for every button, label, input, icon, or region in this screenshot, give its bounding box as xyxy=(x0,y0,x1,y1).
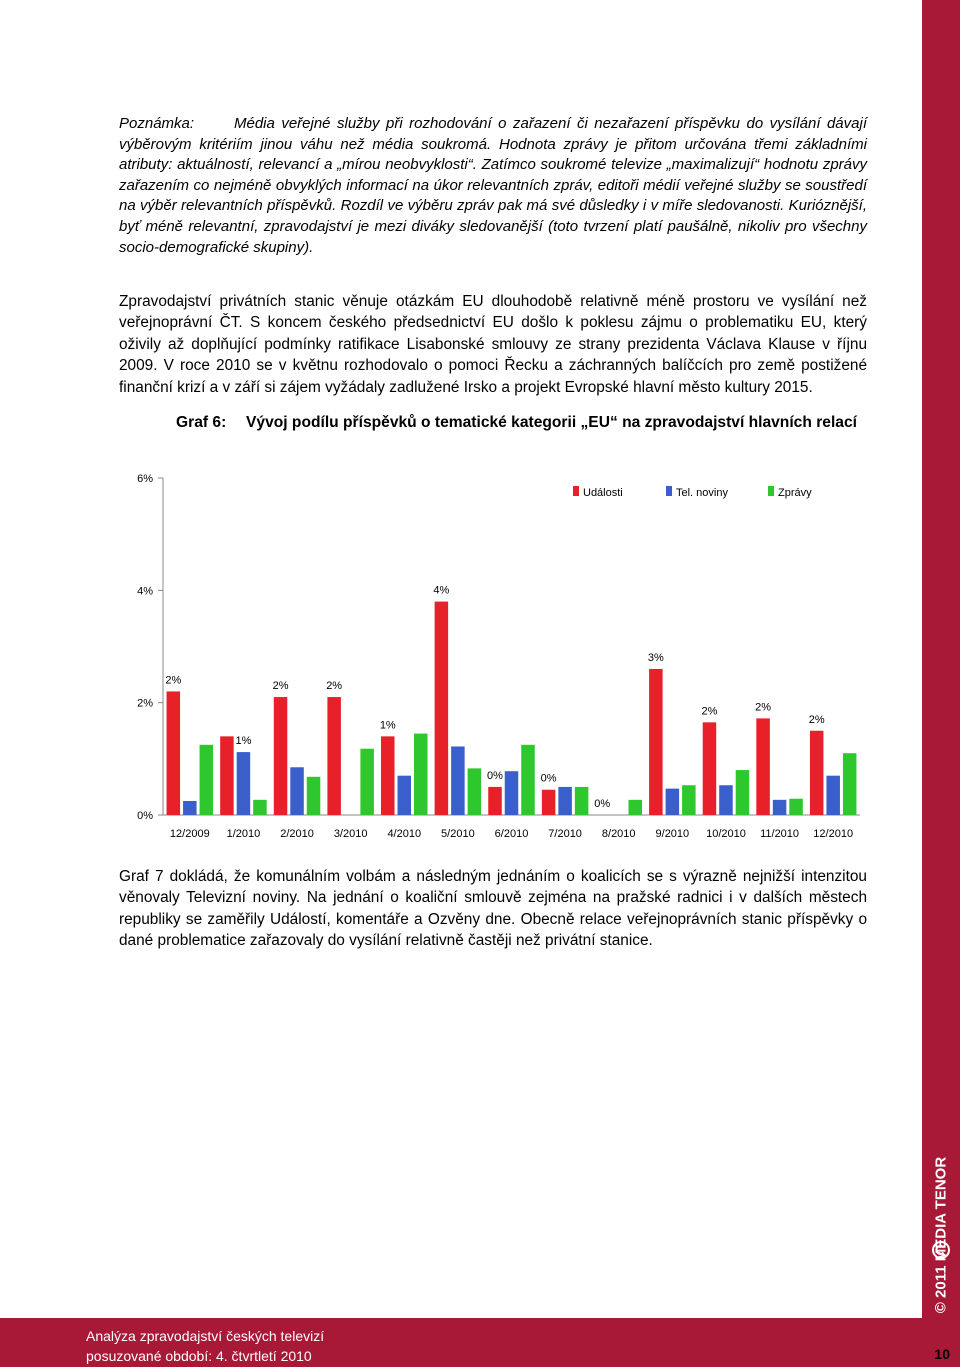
caption-title: Vývoj podílu příspěvků o tematické kategorii „EU“ na zpravodajství hlavních relací xyxy=(246,414,857,431)
caption-number: Graf 6: xyxy=(176,414,227,431)
note-label: Poznámka: xyxy=(119,115,195,132)
bar-ud-losti-2 xyxy=(274,697,288,815)
data-label: 3% xyxy=(647,651,664,664)
bar-zpr-vy-4 xyxy=(414,734,428,815)
y-tick-label: 6% xyxy=(137,473,153,485)
bar-tel-noviny-10 xyxy=(719,785,733,815)
x-tick-label: 12/2010 xyxy=(813,828,854,840)
legend-label: Události xyxy=(583,487,623,499)
x-tick-label: 6/2010 xyxy=(494,828,529,840)
bar-zpr-vy-1 xyxy=(253,800,267,815)
bar-tel-noviny-5 xyxy=(451,746,465,815)
note xyxy=(119,114,867,258)
bar-tel-noviny-6 xyxy=(505,771,519,815)
x-tick-label: 12/2009 xyxy=(169,828,210,840)
bar-tel-noviny-12 xyxy=(826,776,840,815)
bar-ud-losti-0 xyxy=(167,691,181,815)
bar-ud-losti-3 xyxy=(327,697,341,815)
data-label: 2% xyxy=(165,674,182,687)
data-label: 0% xyxy=(594,798,611,810)
data-label: 4% xyxy=(433,584,450,597)
x-tick-label: 2/2010 xyxy=(280,828,314,840)
data-label: 2% xyxy=(272,680,289,693)
bar-tel-noviny-4 xyxy=(398,776,412,815)
page-number: 10 xyxy=(934,1346,950,1362)
x-tick-label: 4/2010 xyxy=(387,828,422,840)
bar-tel-noviny-0 xyxy=(183,801,197,815)
bar-tel-noviny-11 xyxy=(773,800,787,815)
bar-zpr-vy-6 xyxy=(521,745,535,815)
bar-tel-noviny-7 xyxy=(558,787,572,815)
x-tick-label: 8/2010 xyxy=(601,828,636,840)
bar-ud-losti-12 xyxy=(810,731,824,815)
bar-chart xyxy=(0,460,900,850)
bar-zpr-vy-3 xyxy=(360,749,374,815)
legend-label: Tel. noviny xyxy=(676,487,728,499)
data-label: 0% xyxy=(487,769,503,782)
paragraph-graf7: Graf 7 dokládá, že komunálním volbám a následným jednáním o koalicích se s výrazně nejnižší intenzitou věnovaly Televizní noviny. Na jednání o koaliční smlouvě zejména na pražské radnici i v dalších městech republiky se zaměřily Událostí, komentáře a Ozvěny dne. Obecně relace veřejnoprávních stanic příspěvky o dané problematice zařazovaly do vysílání relativně častěji než privátní stanice. xyxy=(119,868,867,950)
bar-ud-losti-9 xyxy=(649,669,663,815)
bar-zpr-vy-11 xyxy=(789,799,803,815)
y-tick-label: 4% xyxy=(137,585,153,598)
y-tick-label: 0% xyxy=(137,810,153,822)
y-tick-label: 2% xyxy=(137,697,153,710)
bar-zpr-vy-9 xyxy=(682,785,696,815)
bar-ud-losti-1 xyxy=(220,736,234,815)
bar-ud-losti-6 xyxy=(488,787,502,815)
bar-ud-losti-7 xyxy=(542,790,556,815)
bar-zpr-vy-2 xyxy=(307,777,321,815)
bar-zpr-vy-5 xyxy=(468,768,482,815)
x-tick-label: 7/2010 xyxy=(548,828,582,840)
data-label: 2% xyxy=(701,705,718,718)
bar-zpr-vy-7 xyxy=(575,787,589,815)
paragraph-eu: Zpravodajství privátních stanic věnuje otázkám EU dlouhodobě relativně méně prostoru ve vysílání než veřejnoprávní ČT. S koncem českého předsednictví EU došlo k poklesu zájmu o problematiku EU, který oživily až doplňující podmínky ratifikace Lisabonské smlouvy ze strany prezidenta Václava Klause v říjnu 2009. V roce 2010 se v květnu rozhodovalo o pomoci Řecku a záchranných balíčcích pro země postižené finanční krizí a v září si zájem vyžádaly zadlužené Irsko a projekt Evropské hlavní město kultury 2015. xyxy=(119,293,867,396)
legend-swatch xyxy=(768,486,774,496)
data-label: 0% xyxy=(540,772,557,785)
bar-zpr-vy-10 xyxy=(736,770,750,815)
bar-ud-losti-4 xyxy=(381,736,395,815)
x-tick-label: 5/2010 xyxy=(441,828,475,840)
note-text: Média veřejné služby při rozhodování o zařazení či nezařazení příspěvku do vysílání dávají výběrovým kritériím jinou váhu než média soukromá. Hodnota zprávy je přitom určována třemi základními atributy: aktuálností, relevancí a „mírou neobvyklosti“. Zatímco soukromé televize „maximalizují“ hodnotu zprávy zařazením co nejméně obvyklých informací na úkor relevantních zpráv, editoři médií veřejné služby se soustředí na výběr relevantních příspěvků. Rozdíl ve výběru zpráv pak má své důsledky i v míře sledovanosti. Kurióznější, byť méně relevantní, zpravodajství je mezi diváky sledovanější (toto tvrzení platí paušálně, nikoliv pro všechny socio-demografické skupiny). xyxy=(119,115,867,256)
data-label: 2% xyxy=(755,701,772,714)
data-label: 1% xyxy=(235,735,252,748)
data-label: 2% xyxy=(808,713,825,726)
bar-zpr-vy-8 xyxy=(628,800,642,815)
bar-tel-noviny-9 xyxy=(666,789,680,815)
legend-swatch xyxy=(573,486,579,496)
copyright-text: © 2011 MEDIA TENOR xyxy=(932,1156,950,1314)
bar-zpr-vy-12 xyxy=(843,753,857,815)
x-tick-label: 9/2010 xyxy=(655,828,690,840)
x-tick-label: 10/2010 xyxy=(706,828,746,840)
bar-ud-losti-5 xyxy=(435,602,449,815)
footer-title: Analýza zpravodajství českých televizí xyxy=(86,1328,325,1344)
brand-sidebar xyxy=(922,0,960,1367)
data-label: 2% xyxy=(326,680,343,693)
data-label: 1% xyxy=(379,719,396,732)
bar-ud-losti-11 xyxy=(756,718,770,815)
footer xyxy=(0,1318,950,1367)
legend-label: Zprávy xyxy=(778,487,812,499)
bar-tel-noviny-1 xyxy=(237,752,251,815)
x-tick-label: 3/2010 xyxy=(333,828,368,840)
bar-ud-losti-10 xyxy=(703,722,717,815)
bar-zpr-vy-0 xyxy=(200,745,214,815)
x-tick-label: 1/2010 xyxy=(226,828,261,840)
bar-tel-noviny-2 xyxy=(290,767,304,815)
footer-period: posuzované období: 4. čtvrtletí 2010 xyxy=(86,1348,312,1364)
x-tick-label: 11/2010 xyxy=(760,828,800,840)
legend-swatch xyxy=(666,486,672,496)
